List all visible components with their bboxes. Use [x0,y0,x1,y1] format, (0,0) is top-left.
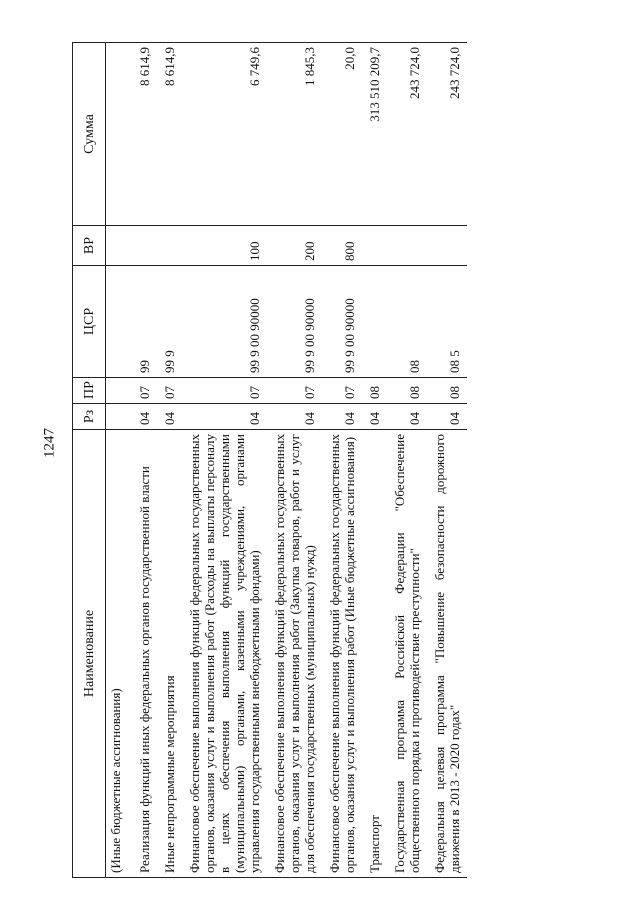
header-csr: ЦСР [73,266,106,378]
row-name: Финансовое обеспечение выполнения функций федеральных государственных органов, оказания услуг и выполнения работ (Закупка товаров, работ и услуг для обеспечения государственных (муниципальных) нужд) [267,430,322,878]
header-sum: Сумма [73,43,106,226]
row-name: Федеральная целевая программа "Повышение безопасности дорожного движения в 2013 - 2020 годах" [427,430,467,878]
table-header-row [73,43,106,878]
row-pr: 07 [267,378,322,404]
row-name: Иные непрограммные мероприятия [157,430,182,878]
row-pr [106,378,133,404]
row-vr: 100 [182,226,267,266]
row-csr: 08 [387,266,427,378]
table-row [322,43,362,878]
row-csr: 99 9 00 90000 [322,266,362,378]
row-csr: 99 [132,266,157,378]
row-sum: 313 510 209,7 [362,43,387,226]
table-row [157,43,182,878]
header-rz: Рз [73,404,106,430]
header-name: Наименование [73,430,106,878]
page-number: 1247 [41,428,58,458]
row-vr [362,226,387,266]
row-pr: 07 [322,378,362,404]
row-csr: 99 9 [157,266,182,378]
row-vr [132,226,157,266]
row-sum: 243 724,0 [427,43,467,226]
rotated-budget-table-sheet [72,43,582,878]
row-name: Транспорт [362,430,387,878]
row-rz [106,404,133,430]
table-row [106,43,133,878]
row-rz: 04 [362,404,387,430]
row-pr: 07 [132,378,157,404]
row-vr: 200 [267,226,322,266]
row-name: Государственная программа Российской Федерации "Обеспечение общественного порядка и противодействие преступности" [387,430,427,878]
row-rz: 04 [157,404,182,430]
row-vr [427,226,467,266]
row-csr: 08 5 [427,266,467,378]
row-vr: 800 [322,226,362,266]
row-csr [362,266,387,378]
row-vr [157,226,182,266]
row-name: Финансовое обеспечение выполнения функций федеральных государственных органов, оказания услуг и выполнения работ (Иные бюджетные ассигнования) [322,430,362,878]
row-sum: 6 749,6 [182,43,267,226]
row-pr: 08 [362,378,387,404]
row-sum [106,43,133,226]
budget-table [72,42,467,878]
table-row [132,43,157,878]
row-sum: 20,0 [322,43,362,226]
row-sum: 243 724,0 [387,43,427,226]
row-name: Реализация функций иных федеральных органов государственной власти [132,430,157,878]
header-vr: ВР [73,226,106,266]
table-row [387,43,427,878]
row-csr [106,266,133,378]
header-pr: ПР [73,378,106,404]
row-rz: 04 [322,404,362,430]
row-name: Финансовое обеспечение выполнения функций федеральных государственных органов, оказания услуг и выполнения работ (Расходы на выплаты персоналу в целях обеспечения выполнения функций государственными (муниципальными) органами, казенными учреждениями, органами управления государственными внебюджетными фондами) [182,430,267,878]
row-rz: 04 [132,404,157,430]
row-sum: 8 614,9 [132,43,157,226]
row-csr: 99 9 00 90000 [267,266,322,378]
table-row [362,43,387,878]
row-rz: 04 [427,404,467,430]
row-rz: 04 [182,404,267,430]
table-row [182,43,267,878]
row-pr: 07 [182,378,267,404]
row-pr: 08 [427,378,467,404]
row-sum: 1 845,3 [267,43,322,226]
row-rz: 04 [387,404,427,430]
row-vr [106,226,133,266]
row-vr [387,226,427,266]
row-pr: 07 [157,378,182,404]
row-sum: 8 614,9 [157,43,182,226]
row-rz: 04 [267,404,322,430]
table-row [427,43,467,878]
row-csr: 99 9 00 90000 [182,266,267,378]
table-row [267,43,322,878]
row-name: (Иные бюджетные ассигнования) [106,430,133,878]
row-pr: 08 [387,378,427,404]
